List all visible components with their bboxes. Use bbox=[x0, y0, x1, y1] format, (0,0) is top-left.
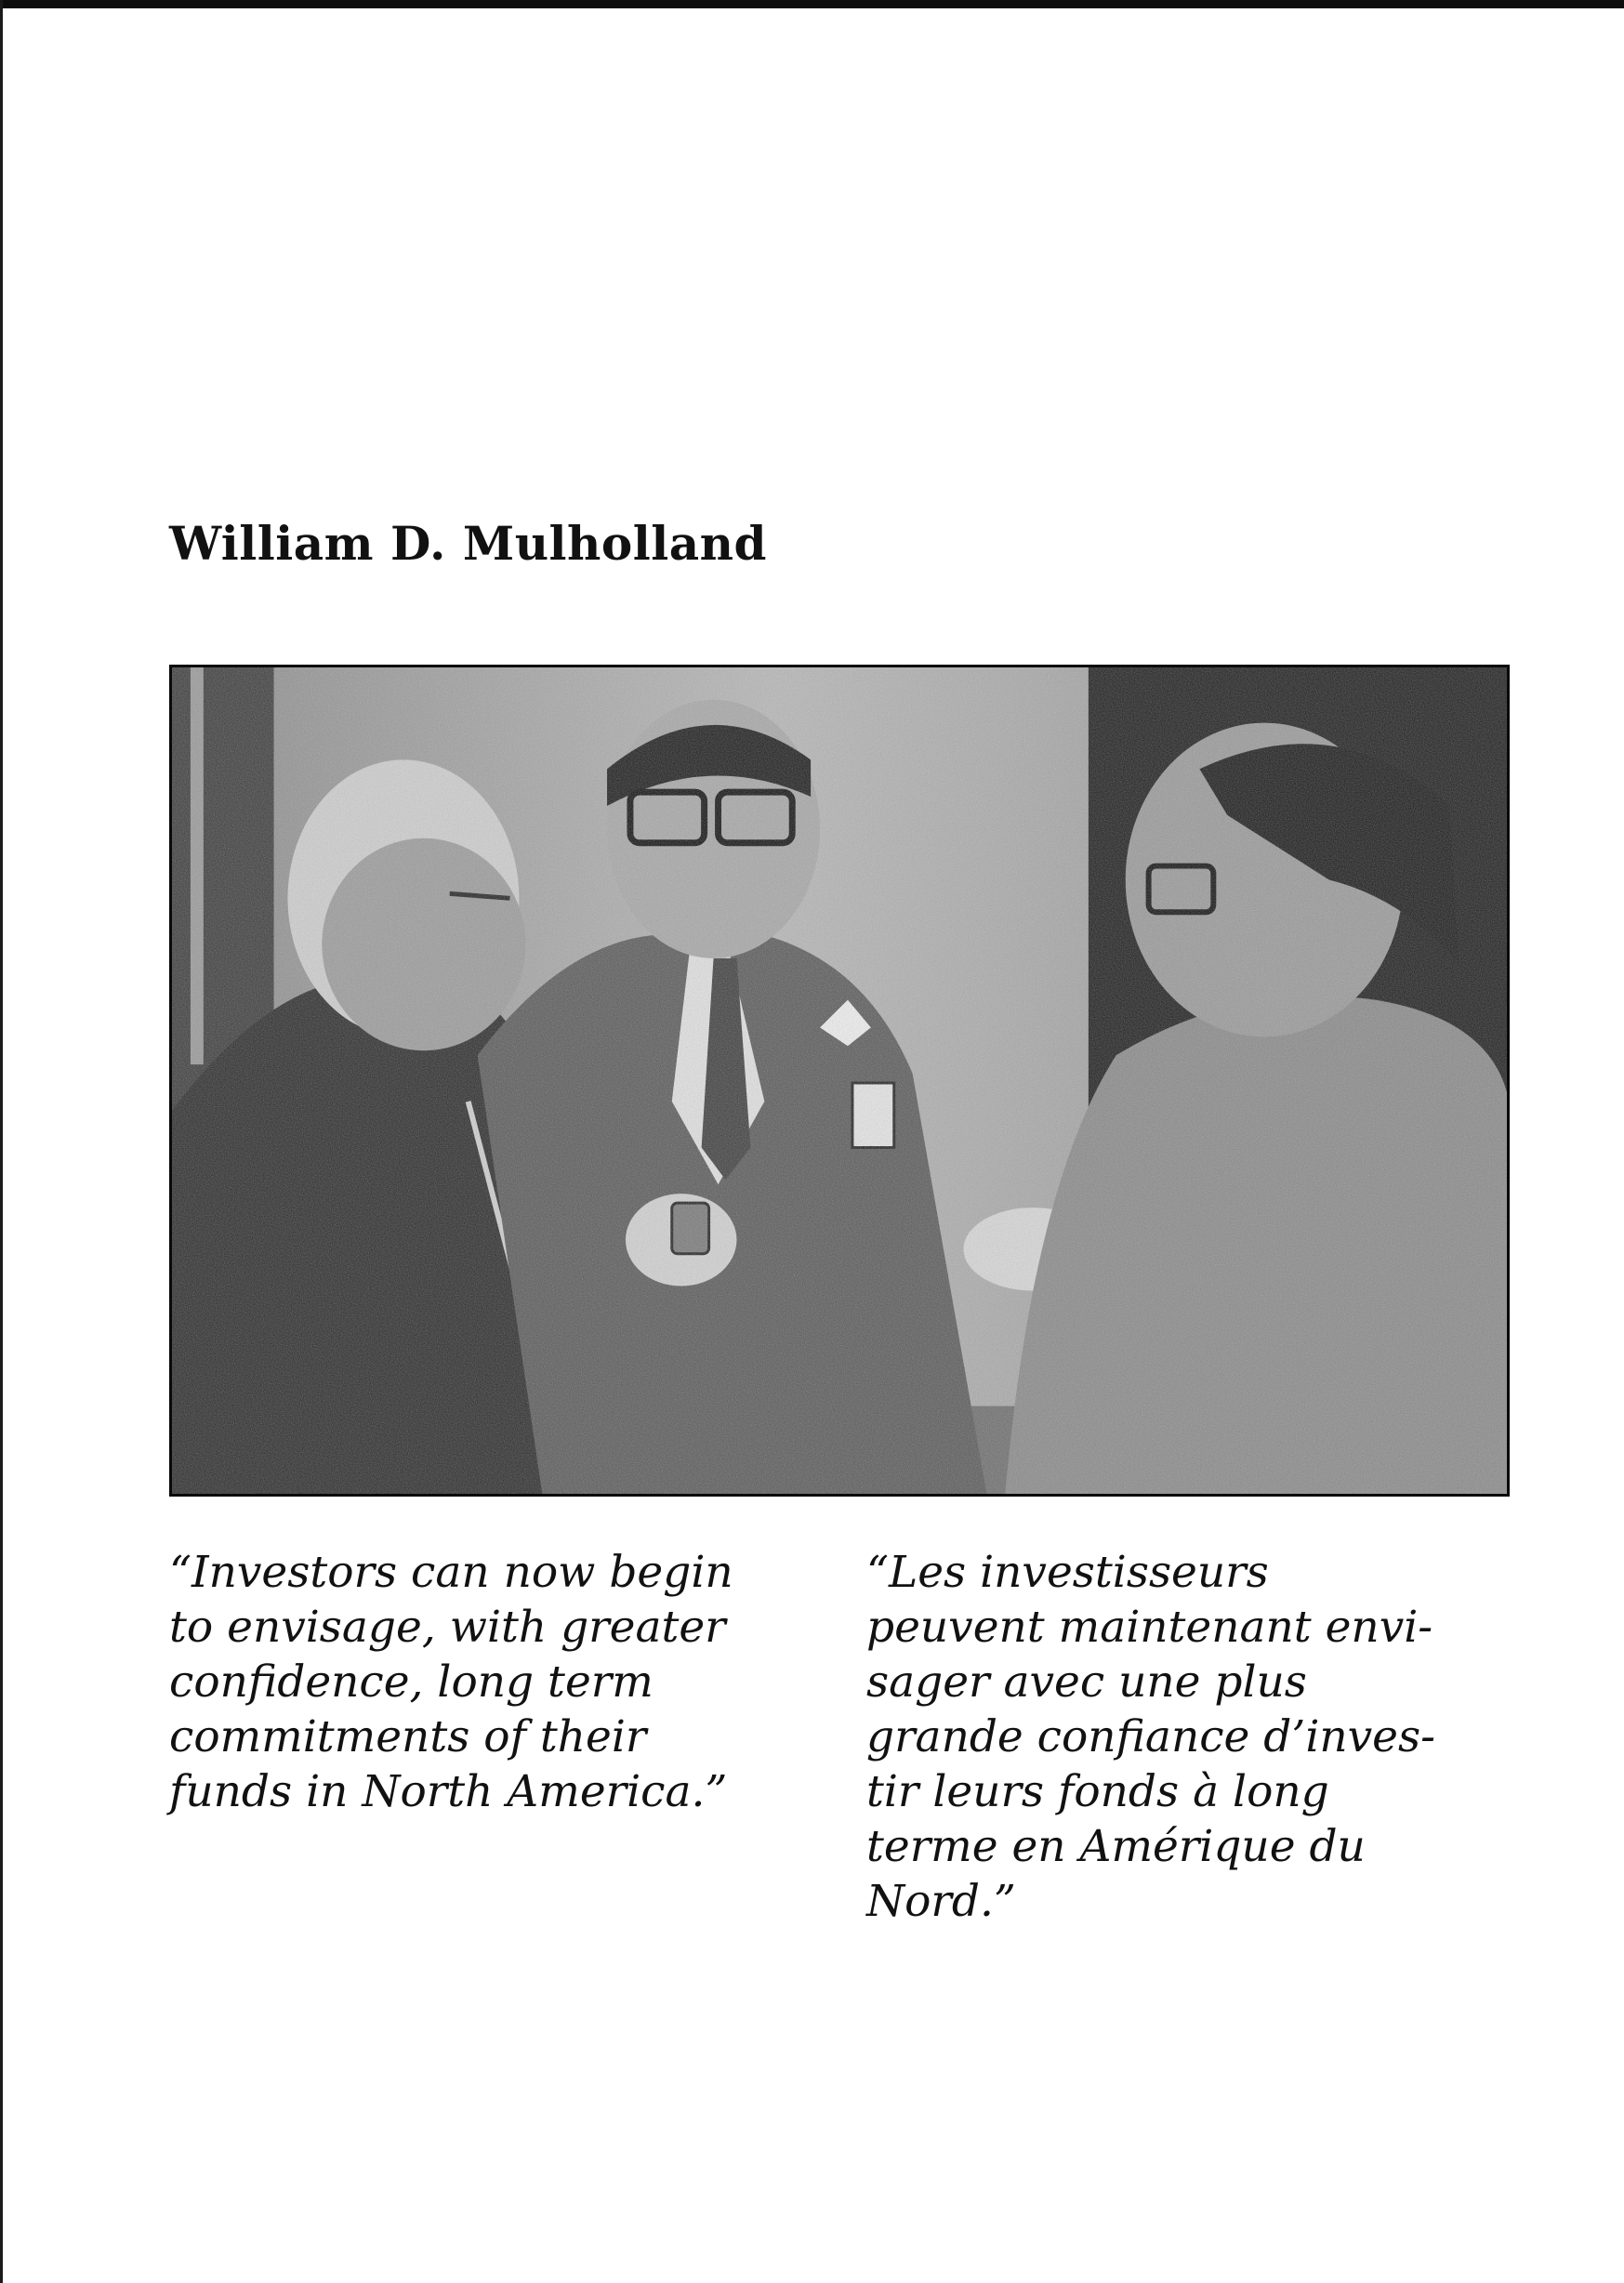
quote-english bbox=[169, 1545, 733, 1819]
quote-line: to envisage, with greater bbox=[169, 1602, 726, 1653]
quote-line: commitments of their bbox=[169, 1711, 647, 1762]
photo bbox=[169, 665, 1510, 1497]
quote-line: funds in North America.” bbox=[169, 1766, 728, 1817]
quote-line: Nord.” bbox=[866, 1876, 1016, 1927]
page-top-rule bbox=[0, 0, 1624, 8]
quote-line: terme en Amérique du bbox=[866, 1821, 1366, 1872]
quote-line: “Les investisseurs bbox=[866, 1547, 1269, 1598]
page-left-rule bbox=[0, 0, 3, 2283]
quote-line: peuvent maintenant envi- bbox=[866, 1602, 1433, 1653]
quote-french bbox=[866, 1545, 1435, 1929]
quote-line: confidence, long term bbox=[169, 1656, 654, 1708]
quote-line: grande confiance d’inves- bbox=[866, 1711, 1435, 1762]
speaker-name: William D. Mulholland bbox=[169, 516, 767, 571]
quote-line: “Investors can now begin bbox=[169, 1547, 733, 1598]
photograph-icon bbox=[172, 667, 1507, 1494]
quote-line: sager avec une plus bbox=[866, 1656, 1307, 1708]
quote-line: tir leurs fonds à long bbox=[866, 1766, 1329, 1817]
